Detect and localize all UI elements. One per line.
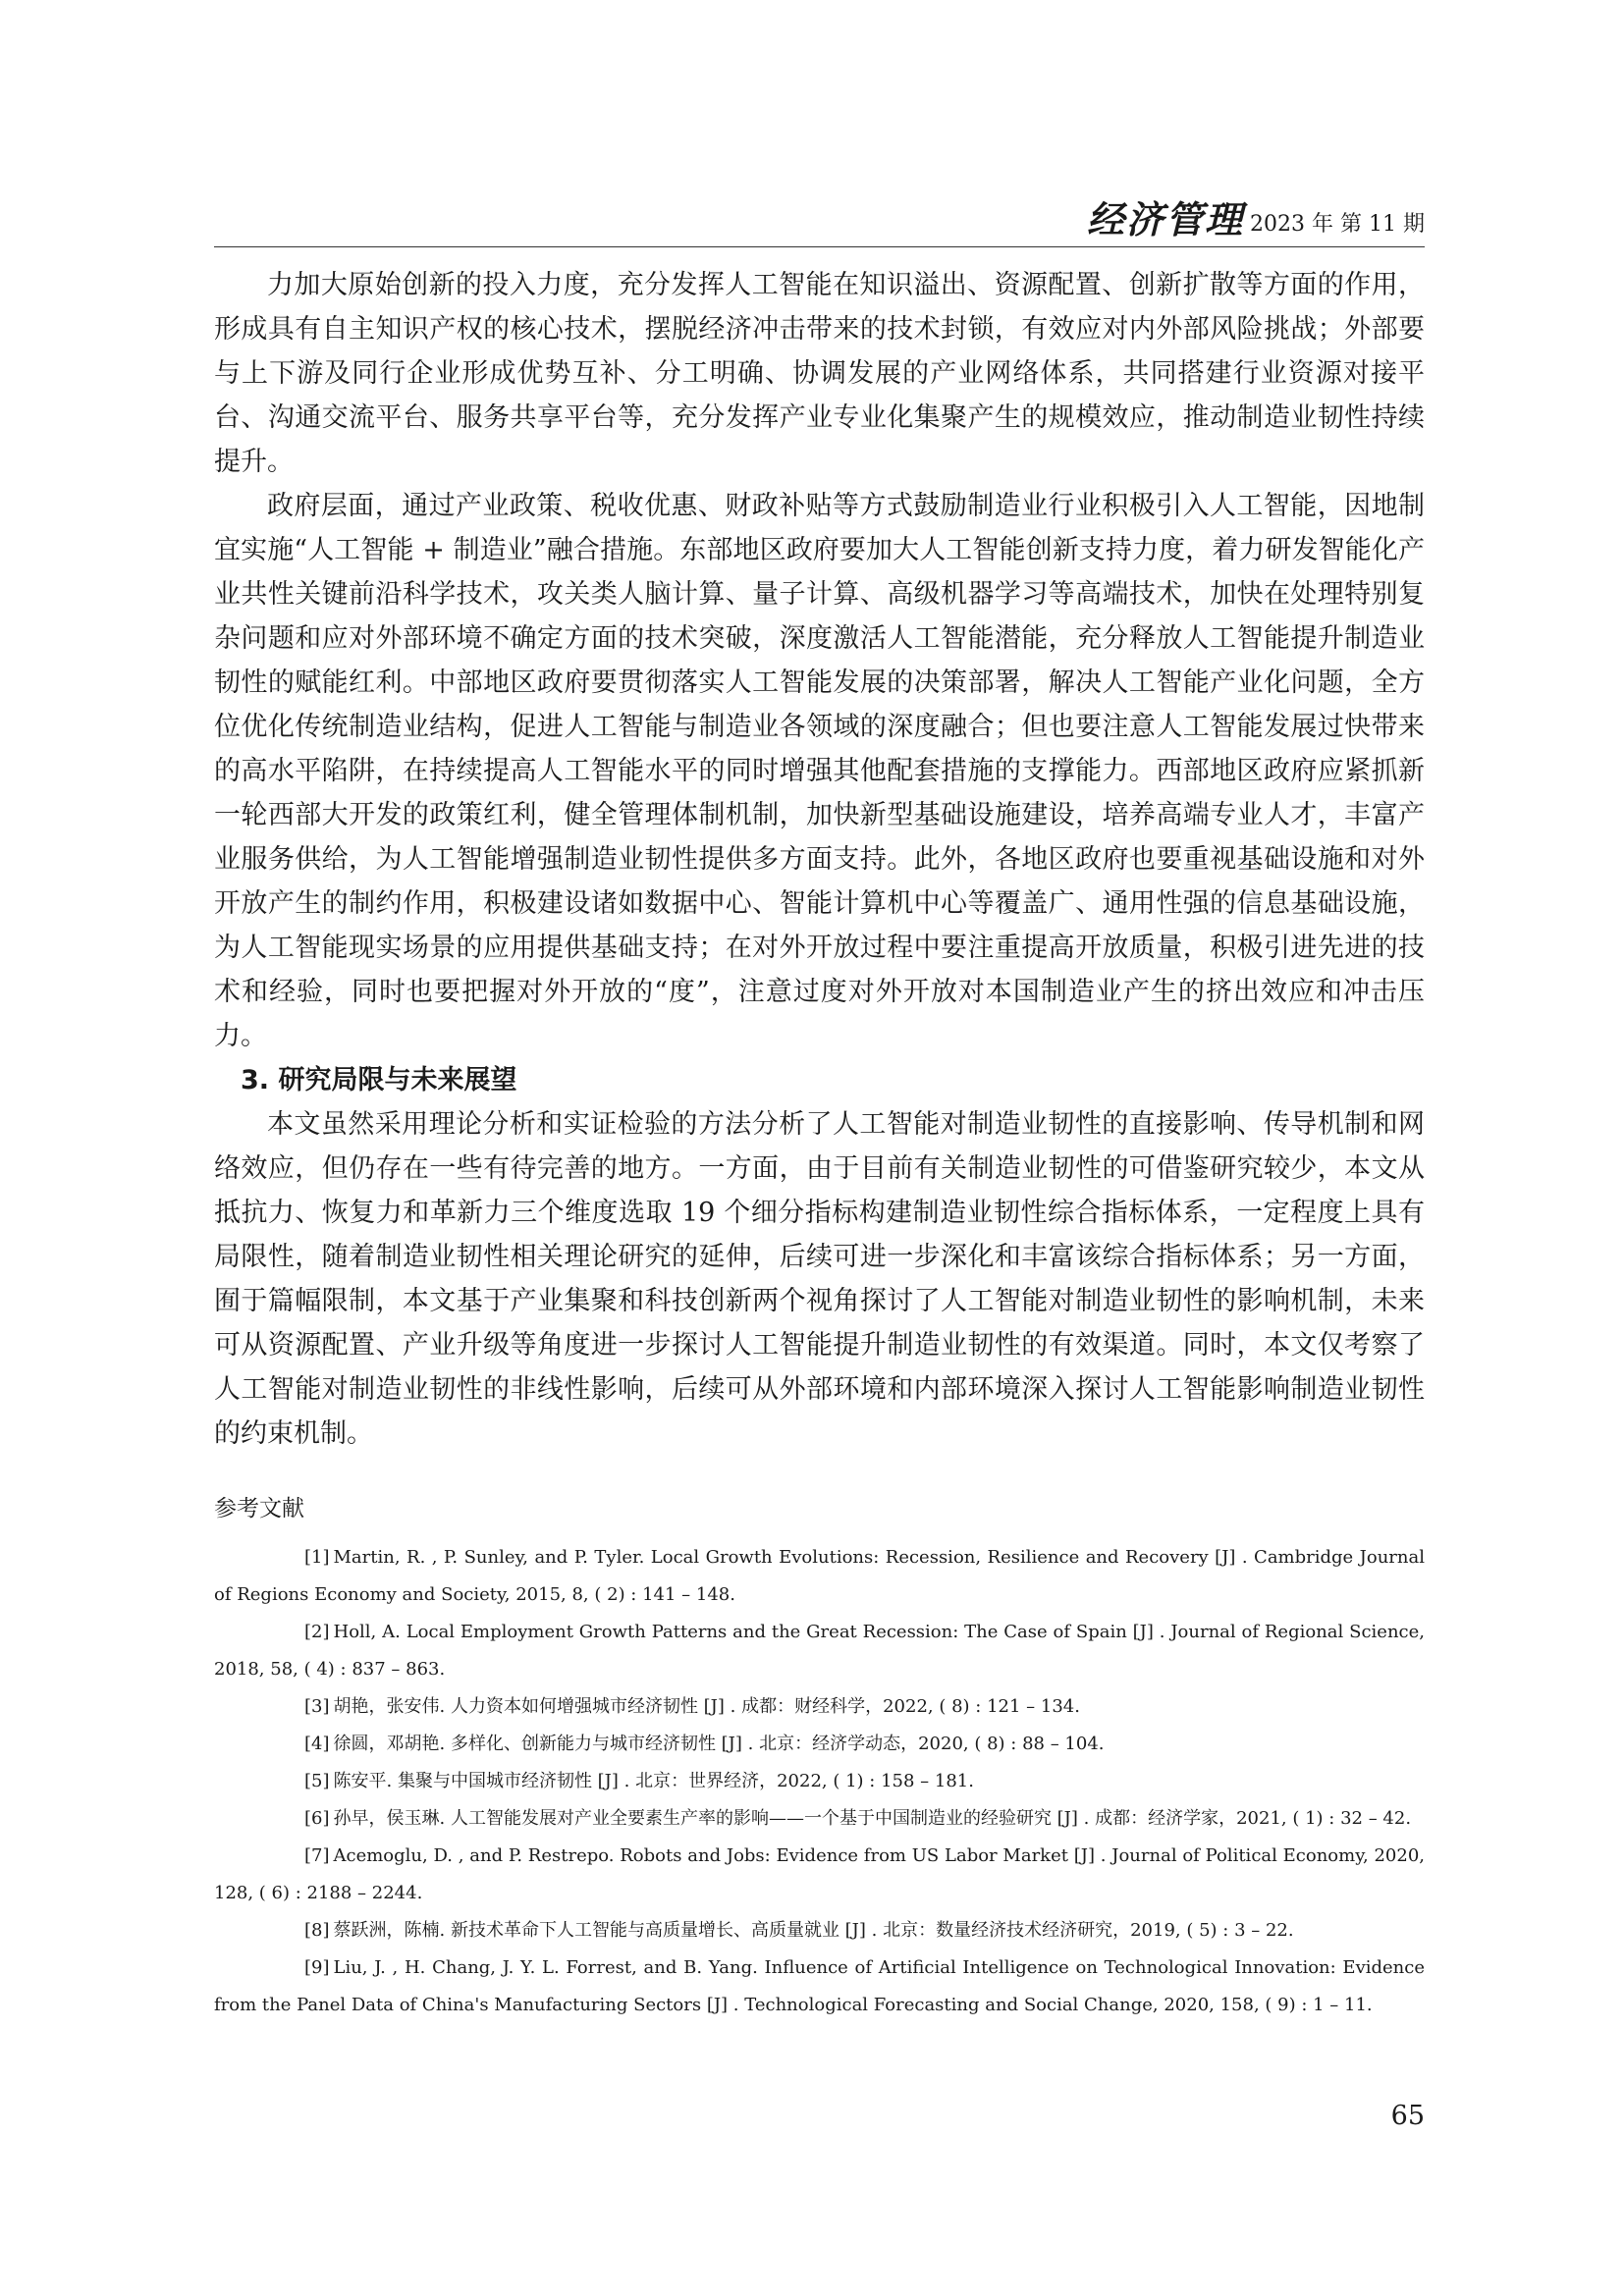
reference-number: [5] bbox=[304, 1771, 330, 1791]
issue-label: 2023 年 第 11 期 bbox=[1250, 212, 1425, 237]
reference-text: Holl, A. Local Employment Growth Patterns and the Great Recession: The Case of Spain [J] . Journal of Regional Science, 2018, 58, ( 4) : 837 – 863. bbox=[214, 1622, 1425, 1680]
body-paragraph: 力加大原始创新的投入力度，充分发挥人工智能在知识溢出、资源配置、创新扩散等方面的作用，形成具有自主知识产权的核心技术，摆脱经济冲击带来的技术封锁，有效应对内外部风险挑战；外部要与上下游及同行企业形成优势互补、分工明确、协调发展的产业网络体系，共同搭建行业资源对接平台、沟通交流平台、服务共享平台等，充分发挥产业专业化集聚产生的规模效应，推动制造业韧性持续提升。 bbox=[214, 270, 1425, 477]
reference-number: [6] bbox=[304, 1808, 330, 1829]
reference-item bbox=[214, 1726, 1425, 1763]
reference-text: Acemoglu, D. , and P. Restrepo. Robots and Jobs: Evidence from US Labor Market [J] . Journal of Political Economy, 2020, 128, ( 6) : 2188 – 2244. bbox=[214, 1845, 1425, 1903]
reference-item bbox=[214, 1614, 1425, 1688]
reference-number: [4] bbox=[304, 1734, 330, 1754]
reference-text: Martin, R. , P. Sunley, and P. Tyler. Local Growth Evolutions: Recession, Resilience and Recovery [J] . Cambridge Journal of Regions Economy and Society, 2015, 8, ( 2) : 141 – 148. bbox=[214, 1547, 1425, 1605]
reference-text: 徐圆，邓胡艳. 多样化、创新能力与城市经济韧性 [J] . 北京：经济学动态，2020, ( 8) : 88 – 104. bbox=[333, 1734, 1105, 1754]
main-text bbox=[214, 263, 1425, 1456]
reference-item bbox=[214, 1763, 1425, 1800]
reference-text: 孙早，侯玉琳. 人工智能发展对产业全要素生产率的影响——一个基于中国制造业的经验研究 [J] . 成都：经济学家，2021, ( 1) : 32 – 42. bbox=[333, 1808, 1412, 1829]
reference-number: [1] bbox=[304, 1547, 330, 1568]
reference-item bbox=[214, 1838, 1425, 1912]
references-section bbox=[214, 1492, 1425, 2024]
references-title: 参考文献 bbox=[214, 1496, 304, 1522]
reference-number: [3] bbox=[304, 1696, 330, 1717]
reference-item bbox=[214, 1912, 1425, 1949]
reference-text: 蔡跃洲，陈楠. 新技术革命下人工智能与高质量增长、高质量就业 [J] . 北京：数量经济技术经济研究，2019, ( 5) : 3 – 22. bbox=[333, 1920, 1294, 1941]
reference-number: [7] bbox=[304, 1845, 330, 1866]
reference-text: Liu, J. , H. Chang, J. Y. L. Forrest, and B. Yang. Influence of Artificial Intelligence on Technological Innovation: Evidence from the Panel Data of China's Manufacturing Sectors [J] . Technological Forecasting and Social Change, 2020, 158, ( 9) : 1 – 11. bbox=[214, 1957, 1425, 2015]
reference-number: [2] bbox=[304, 1622, 330, 1642]
page-number: 65 bbox=[1390, 2101, 1425, 2131]
reference-list bbox=[214, 1539, 1425, 2024]
running-header bbox=[214, 188, 1425, 247]
body-paragraph: 政府层面，通过产业政策、税收优惠、财政补贴等方式鼓励制造业行业积极引入人工智能，因地制宜实施“人工智能 + 制造业”融合措施。东部地区政府要加大人工智能创新支持力度，着力研发智能化产业共性关键前沿科学技术，攻关类人脑计算、量子计算、高级机器学习等高端技术，加快在处理特别复杂问题和应对外部环境不确定方面的技术突破，深度激活人工智能潜能，充分释放人工智能提升制造业韧性的赋能红利。中部地区政府要贯彻落实人工智能发展的决策部署，解决人工智能产业化问题，全方位优化传统制造业结构，促进人工智能与制造业各领域的深度融合；但也要注意人工智能发展过快带来的高水平陷阱，在持续提高人工智能水平的同时增强其他配套措施的支撑能力。西部地区政府应紧抓新一轮西部大开发的政策红利，健全管理体制机制，加快新型基础设施建设，培养高端专业人才，丰富产业服务供给，为人工智能增强制造业韧性提供多方面支持。此外，各地区政府也要重视基础设施和对外开放产生的制约作用，积极建设诸如数据中心、智能计算机中心等覆盖广、通用性强的信息基础设施，为人工智能现实场景的应用提供基础支持；在对外开放过程中要注重提高开放质量，积极引进先进的技术和经验，同时也要把握对外开放的“度”，注意过度对外开放对本国制造业产生的挤出效应和冲击压力。 bbox=[214, 491, 1425, 1051]
reference-text: 陈安平. 集聚与中国城市经济韧性 [J] . 北京：世界经济，2022, ( 1) : 158 – 181. bbox=[333, 1771, 974, 1791]
reference-item bbox=[214, 1800, 1425, 1838]
body-paragraph: 本文虽然采用理论分析和实证检验的方法分析了人工智能对制造业韧性的直接影响、传导机制和网络效应，但仍存在一些有待完善的地方。一方面，由于目前有关制造业韧性的可借鉴研究较少，本文从抵抗力、恢复力和革新力三个维度选取 19 个细分指标构建制造业韧性综合指标体系，一定程度上具有局限性，随着制造业韧性相关理论研究的延伸，后续可进一步深化和丰富该综合指标体系；另一方面，囿于篇幅限制，本文基于产业集聚和科技创新两个视角探讨了人工智能对制造业韧性的影响机制，未来可从资源配置、产业升级等角度进一步探讨人工智能提升制造业韧性的有效渠道。同时，本文仅考察了人工智能对制造业韧性的非线性影响，后续可从外部环境和内部环境深入探讨人工智能影响制造业韧性的约束机制。 bbox=[214, 1109, 1425, 1449]
reference-item bbox=[214, 1688, 1425, 1726]
reference-number: [8] bbox=[304, 1920, 330, 1941]
journal-name: 经济管理 bbox=[1087, 198, 1245, 241]
section-heading: 3. 研究局限与未来展望 bbox=[241, 1065, 517, 1095]
reference-item bbox=[214, 1539, 1425, 1614]
reference-text: 胡艳，张安伟. 人力资本如何增强城市经济韧性 [J] . 成都：财经科学，2022, ( 8) : 121 – 134. bbox=[333, 1696, 1080, 1717]
reference-number: [9] bbox=[304, 1957, 330, 1978]
reference-item bbox=[214, 1949, 1425, 2024]
